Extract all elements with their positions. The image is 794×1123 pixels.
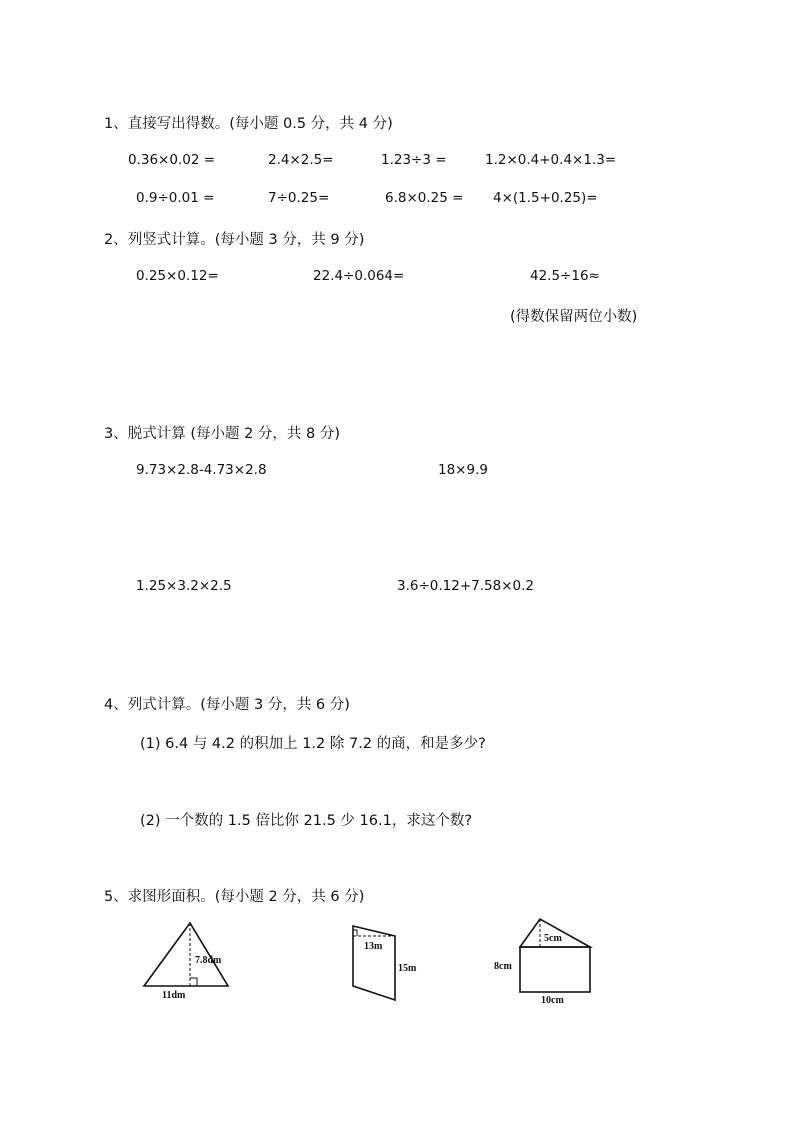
section-2-item-2: 22.4÷0.064= [313,268,405,284]
section-1-item-3: 1.23÷3 = [381,152,447,168]
section-4-heading: 4、列式计算。(每小题 3 分，共 6 分) [104,697,350,713]
section-3-item-2: 18×9.9 [438,462,488,478]
parallelogram-top-label: 13m [364,941,383,952]
section-3-item-1: 9.73×2.8-4.73×2.8 [136,462,267,478]
triangle-figure [140,918,250,1008]
triangle-base-label: 11dm [162,990,186,1001]
section-4-item-1: (1) 6.4 与 4.2 的积加上 1.2 除 7.2 的商，和是多少? [140,736,486,752]
section-1-item-7: 6.8×0.25 = [385,190,464,206]
house-base-label: 10cm [541,995,564,1006]
parallelogram-side-label: 15m [398,963,417,974]
house-figure [494,915,604,1010]
right-angle-mark [190,978,197,986]
section-2-heading: 2、列竖式计算。(每小题 3 分，共 9 分) [104,232,365,248]
section-1-item-2: 2.4×2.5= [268,152,334,168]
section-1-heading: 1、直接写出得数。(每小题 0.5 分，共 4 分) [104,116,393,132]
parallelogram-figure [345,918,435,1008]
parallelogram-outline [353,926,395,1000]
section-1-item-5: 0.9÷0.01 = [136,190,215,206]
section-3-item-4: 3.6÷0.12+7.58×0.2 [397,578,534,594]
section-5-heading: 5、求图形面积。(每小题 2 分，共 6 分) [104,889,365,905]
section-3-heading: 3、脱式计算 (每小题 2 分，共 8 分) [104,426,341,442]
house-roof-label: 5cm [544,933,562,944]
section-2-item-3: 42.5÷16≈ [530,268,600,284]
section-2-note: (得数保留两位小数) [510,309,638,325]
section-3-item-3: 1.25×3.2×2.5 [136,578,232,594]
triangle-height-label: 7.8dm [195,955,222,966]
section-1-item-1: 0.36×0.02 = [128,152,216,168]
section-4-item-2: (2) 一个数的 1.5 倍比你 21.5 少 16.1，求这个数? [140,813,473,829]
house-rectangle [520,947,590,992]
section-1-item-6: 7÷0.25= [268,190,330,206]
section-1-item-4: 1.2×0.4+0.4×1.3= [485,152,617,168]
section-2-item-1: 0.25×0.12= [136,268,219,284]
parallelogram-diagram [345,918,435,1008]
section-1-item-8: 4×(1.5+0.25)= [493,190,598,206]
house-height-label: 8cm [494,961,512,972]
